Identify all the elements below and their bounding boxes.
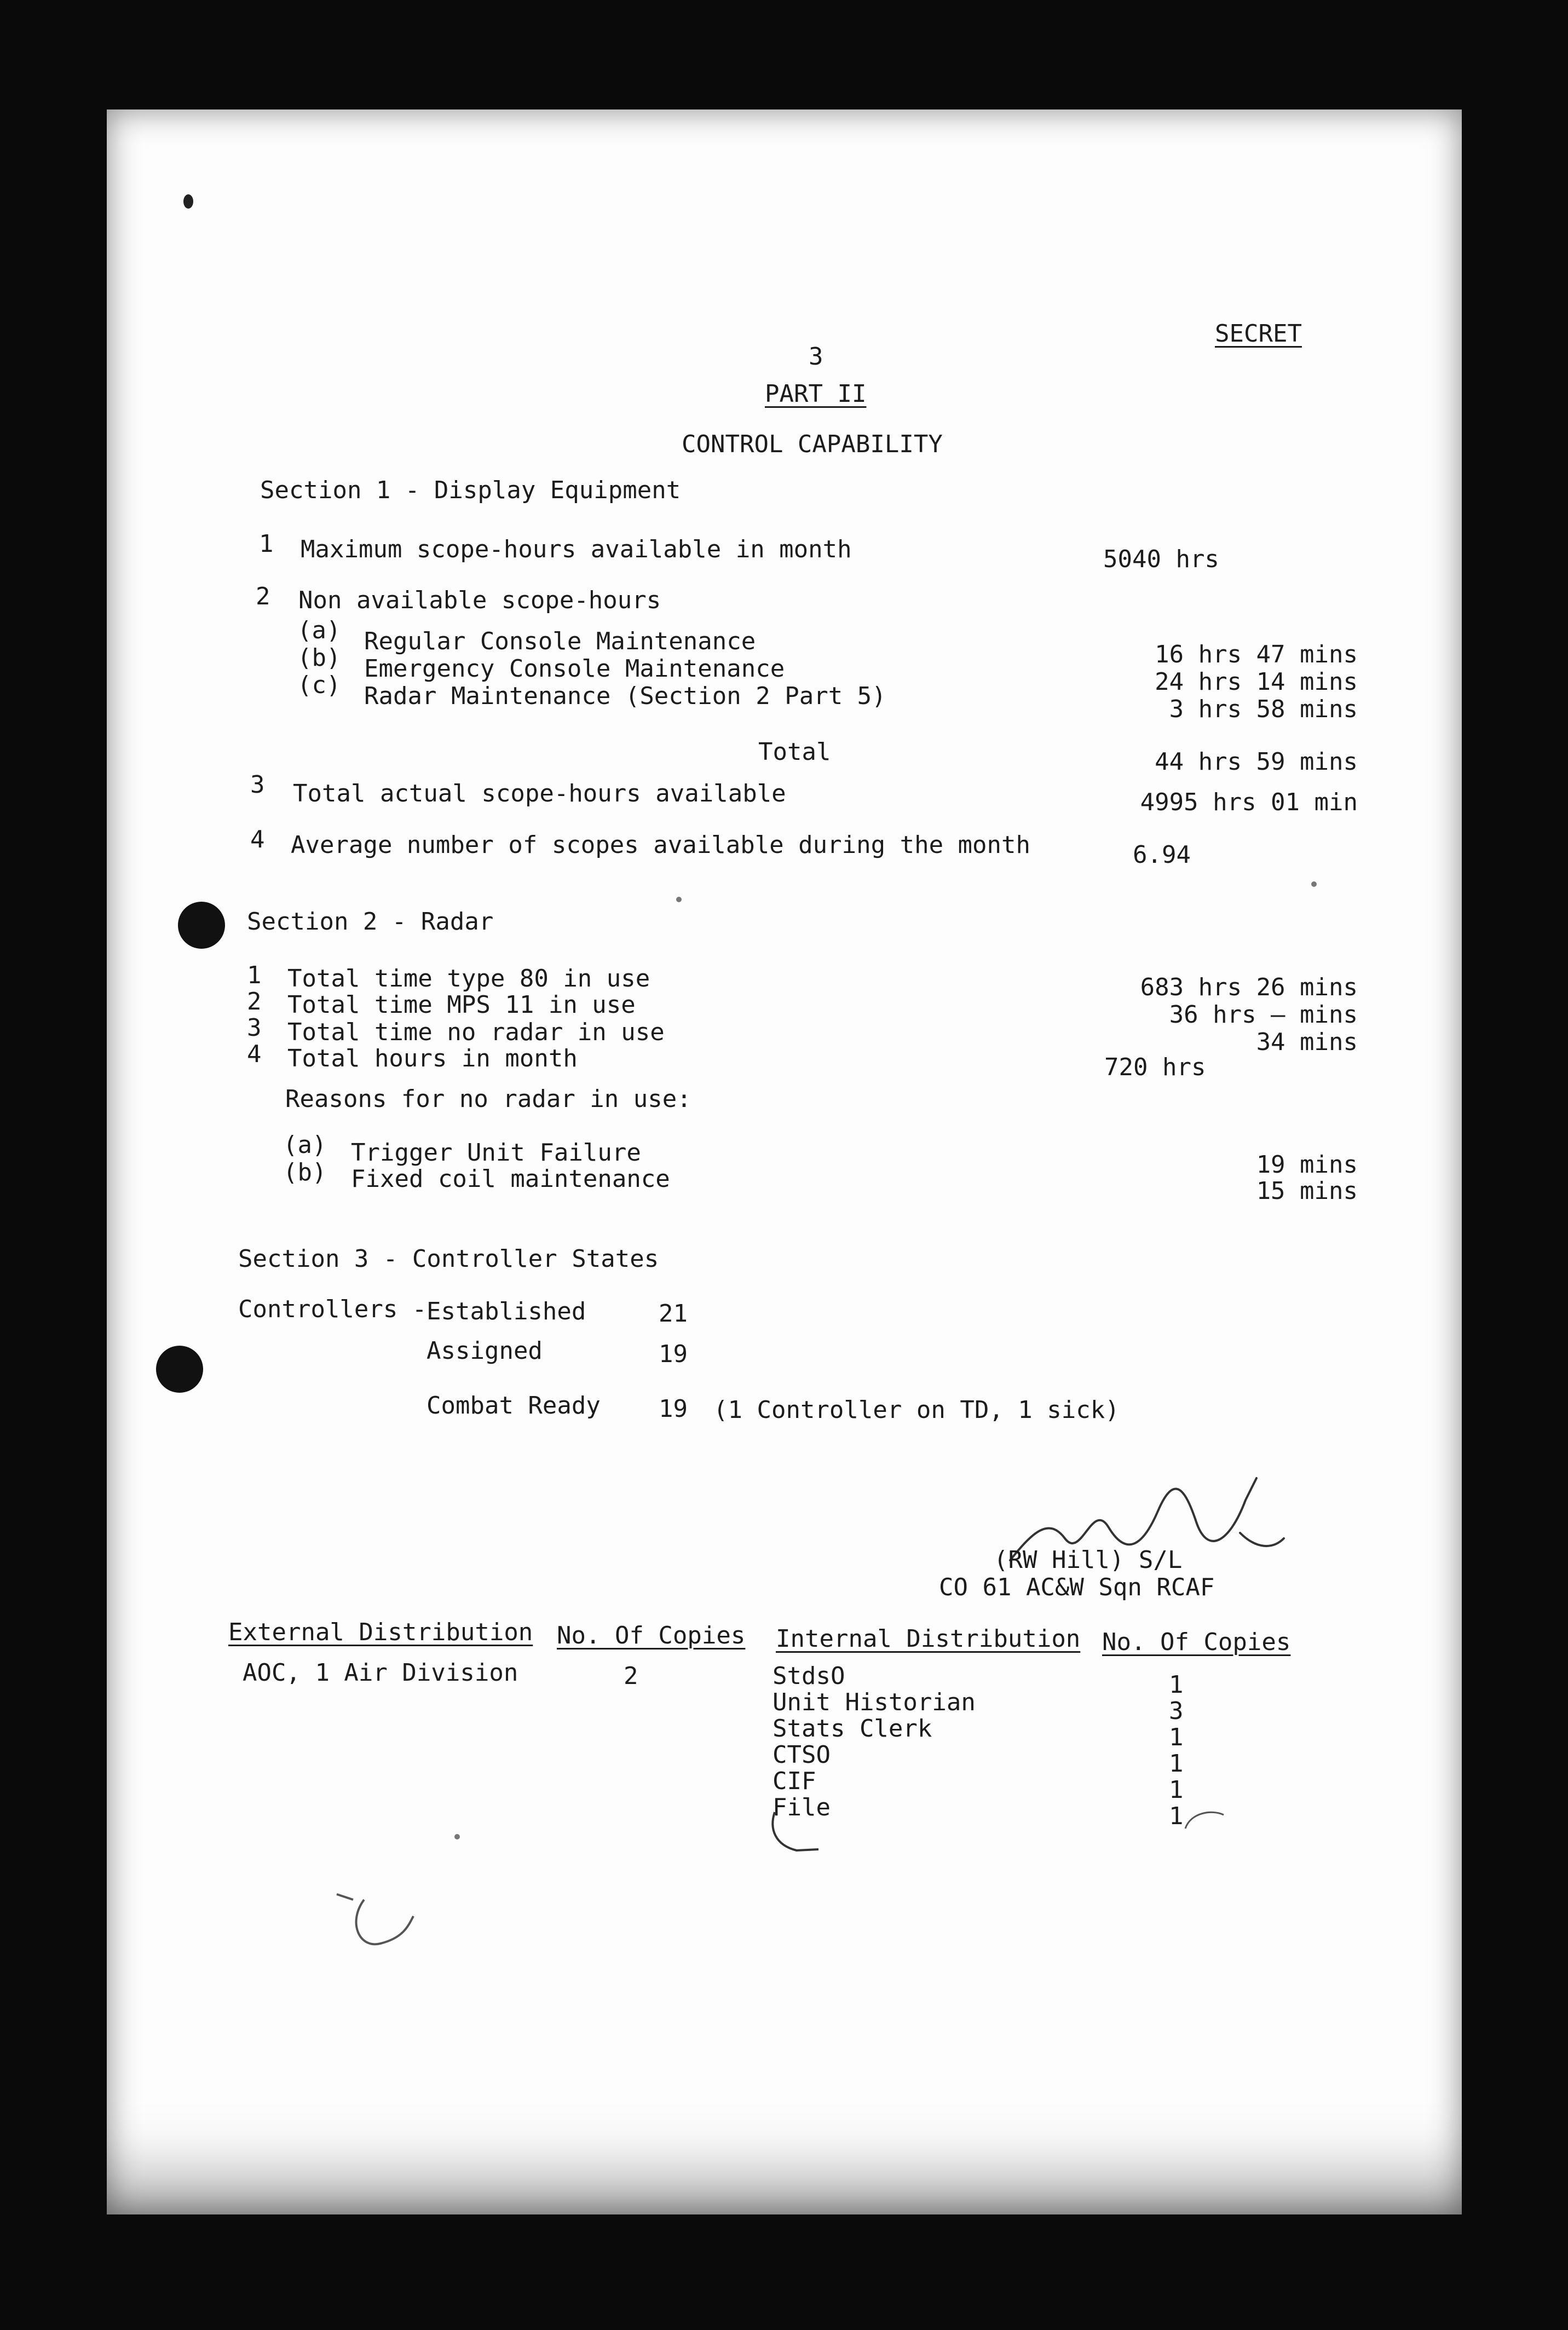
internal-recipient: CIF (773, 1767, 816, 1795)
s1-sub-b-letter: (b) (297, 644, 341, 672)
s2-item3-number: 3 (247, 1014, 262, 1042)
s2-item4-number: 4 (247, 1040, 262, 1068)
s1-item3-number: 3 (250, 771, 265, 799)
controller-combat-ready-label: Combat Ready (426, 1392, 601, 1420)
s2-item4-value: 720 hrs (1104, 1053, 1206, 1081)
s1-item4-label: Average number of scopes available during the month (291, 831, 1031, 859)
s1-item1-number: 1 (259, 530, 274, 558)
internal-recipient: Stats Clerk (773, 1715, 932, 1743)
s1-item4-value: 6.94 (1133, 841, 1191, 869)
part-heading: PART II (765, 380, 867, 408)
s2-item4-label: Total hours in month (287, 1045, 578, 1072)
dust-speck (1311, 881, 1317, 887)
dust-speck (454, 1834, 460, 1839)
external-copies-heading: No. Of Copies (557, 1622, 746, 1650)
s2-item3-value: 34 mins (1256, 1028, 1358, 1056)
internal-recipient: CTSO (773, 1741, 831, 1769)
s1-item3-label: Total actual scope-hours available (293, 780, 786, 808)
s1-item2-label: Non available scope-hours (298, 586, 661, 614)
s1-total-label: Total (758, 738, 831, 766)
s2-item2-value: 36 hrs — mins (1169, 1001, 1358, 1029)
section3-heading: Section 3 - Controller States (238, 1245, 659, 1273)
s1-sub-c-value: 3 hrs 58 mins (1169, 695, 1358, 723)
internal-recipient: Unit Historian (773, 1688, 976, 1716)
controller-assigned-label: Assigned (426, 1337, 543, 1365)
dust-speck (676, 897, 682, 902)
controller-assigned-value: 19 (659, 1340, 688, 1368)
s2-reason-b-value: 15 mins (1256, 1177, 1358, 1205)
s2-reason-b-letter: (b) (283, 1158, 327, 1186)
s2-reasons-heading: Reasons for no radar in use: (285, 1085, 691, 1113)
internal-recipient-copies: 1 (1169, 1750, 1184, 1778)
internal-recipient-copies: 1 (1169, 1723, 1184, 1751)
dust-speck (183, 194, 193, 209)
external-distribution-heading: External Distribution (228, 1618, 533, 1646)
s2-reason-a-letter: (a) (283, 1131, 327, 1159)
document-title: CONTROL CAPABILITY (682, 430, 943, 458)
punch-hole (178, 902, 225, 949)
page-number: 3 (809, 343, 823, 371)
controller-established-value: 21 (659, 1300, 688, 1328)
s2-reason-b-label: Fixed coil maintenance (351, 1165, 670, 1193)
s1-sub-c-label: Radar Maintenance (Section 2 Part 5) (364, 682, 886, 710)
s1-sub-a-label: Regular Console Maintenance (364, 627, 756, 655)
s1-item2-number: 2 (256, 582, 270, 610)
controller-combat-ready-value: 19 (659, 1395, 688, 1423)
section2-heading: Section 2 - Radar (247, 908, 494, 936)
s2-item1-label: Total time type 80 in use (287, 965, 650, 993)
controllers-label: Controllers - (238, 1295, 427, 1323)
s2-item1-value: 683 hrs 26 mins (1140, 973, 1358, 1001)
signatory-title: CO 61 AC&W Sqn RCAF (939, 1573, 1215, 1601)
section1-heading: Section 1 - Display Equipment (260, 476, 681, 504)
s1-item1-value: 5040 hrs (1103, 545, 1219, 573)
internal-recipient: File (773, 1793, 831, 1821)
s1-sub-c-letter: (c) (297, 671, 341, 699)
s1-sub-b-value: 24 hrs 14 mins (1155, 668, 1358, 696)
internal-recipient-copies: 3 (1169, 1697, 1184, 1725)
s1-total-value: 44 hrs 59 mins (1155, 748, 1358, 776)
internal-recipient-copies: 1 (1169, 1671, 1184, 1699)
punch-hole (156, 1346, 203, 1393)
pen-mark-file (764, 1807, 829, 1861)
controller-combat-ready-note: (1 Controller on TD, 1 sick) (713, 1396, 1120, 1424)
s2-item1-number: 1 (247, 961, 262, 989)
internal-recipient-copies: 1 (1169, 1802, 1184, 1830)
s1-sub-a-value: 16 hrs 47 mins (1155, 641, 1358, 668)
internal-copies-heading: No. Of Copies (1102, 1628, 1291, 1656)
s2-item2-label: Total time MPS 11 in use (287, 991, 636, 1019)
pen-mark-scribble (331, 1883, 441, 1960)
classification-marking: SECRET (1215, 320, 1302, 348)
s2-reason-a-label: Trigger Unit Failure (351, 1139, 641, 1167)
s2-item2-number: 2 (247, 988, 262, 1016)
internal-recipient-copies: 1 (1169, 1776, 1184, 1804)
document-page (107, 109, 1462, 2214)
internal-recipient: StdsO (773, 1662, 845, 1690)
s1-sub-b-label: Emergency Console Maintenance (364, 655, 785, 683)
s1-sub-a-letter: (a) (297, 616, 341, 644)
s2-item3-label: Total time no radar in use (287, 1018, 665, 1046)
s1-item4-number: 4 (250, 826, 265, 853)
controller-established-label: Established (426, 1297, 586, 1325)
pen-mark-right (1180, 1807, 1246, 1839)
external-recipient-copies: 2 (624, 1662, 638, 1690)
signatory-name: (RW Hill) S/L (994, 1546, 1183, 1574)
s1-item3-value: 4995 hrs 01 min (1140, 788, 1358, 816)
s2-reason-a-value: 19 mins (1256, 1151, 1358, 1179)
external-recipient: AOC, 1 Air Division (243, 1659, 518, 1687)
s1-item1-label: Maximum scope-hours available in month (301, 535, 852, 563)
internal-distribution-heading: Internal Distribution (776, 1625, 1081, 1653)
